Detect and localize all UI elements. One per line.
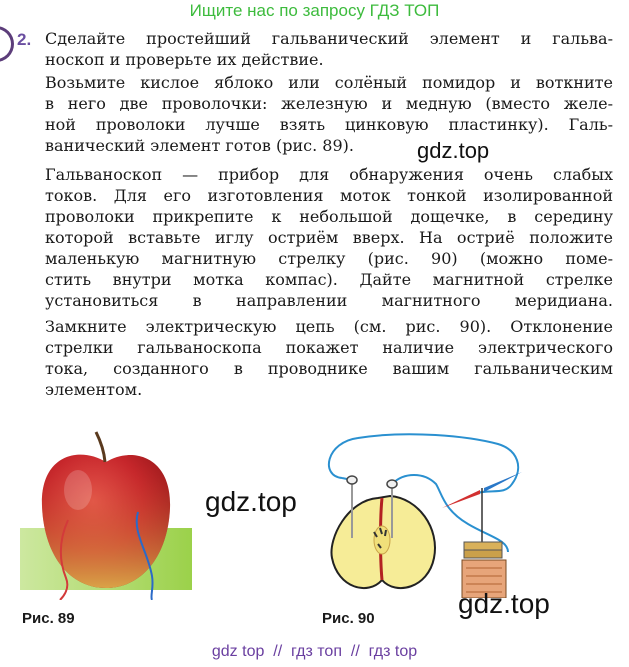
footer-links: gdz top // гдз топ // гдз top	[211, 643, 418, 660]
search-banner: Ищите нас по запросу ГДЗ ТОП	[189, 1, 440, 20]
text-line: стить внутри мотка компас). Дайте магнитной стрелке	[45, 270, 613, 289]
text-line: токов. Для его изготовления моток тонкой изолированной	[45, 186, 613, 205]
text-line: маленькую магнитную стрелку (рис. 90) (можно поме-	[45, 249, 613, 268]
text-line: элементом.	[45, 380, 143, 399]
paragraph-circuit	[45, 316, 613, 400]
figure-caption: Рис. 90	[322, 610, 375, 627]
paragraph-apple	[45, 72, 613, 156]
text-line: ванический элемент готов (рис. 89).	[45, 136, 354, 155]
text-line: Замкните электрическую цепь (см. рис. 90). Отклонение	[45, 317, 613, 336]
text-line: которой вставьте иглу остриём вверх. На остриё положите	[45, 228, 613, 247]
task-number: 2.	[17, 30, 32, 49]
text-line: носкоп и проверьте их действие.	[45, 50, 324, 69]
apple-photo	[20, 428, 192, 600]
text-line: ной проволоки лучше взять цинковую пластинку). Галь-	[45, 115, 613, 134]
paragraph-galvanoscope	[45, 164, 613, 311]
text-line: в него две проволочки: железную и медную (вместо желе-	[45, 94, 613, 113]
watermark: gdz.top	[205, 486, 297, 517]
text-line: Сделайте простейший гальванический элемент и гальва-	[45, 29, 613, 48]
watermark: gdz.top	[417, 138, 490, 163]
margin-decoration	[0, 26, 14, 62]
text-line: стрелки гальваноскопа покажет наличие электрического	[45, 338, 613, 357]
task-heading	[45, 28, 613, 70]
text-line: Гальваноскоп — прибор для обнаружения очень слабых	[45, 165, 613, 184]
text-line: Возьмите кислое яблоко или солёный помидор и воткните	[45, 73, 613, 92]
galvanoscope-diagram	[318, 428, 530, 598]
figure-caption: Рис. 89	[22, 610, 75, 627]
text-line: тока, созданного в проводнике вашим гальваническим	[45, 359, 613, 378]
watermark: gdz.top	[458, 588, 550, 619]
text-line: проволоки прикрепите к небольшой дощечке, в середину	[45, 207, 613, 226]
text-line: установиться в направлении магнитного меридиана.	[45, 291, 613, 310]
